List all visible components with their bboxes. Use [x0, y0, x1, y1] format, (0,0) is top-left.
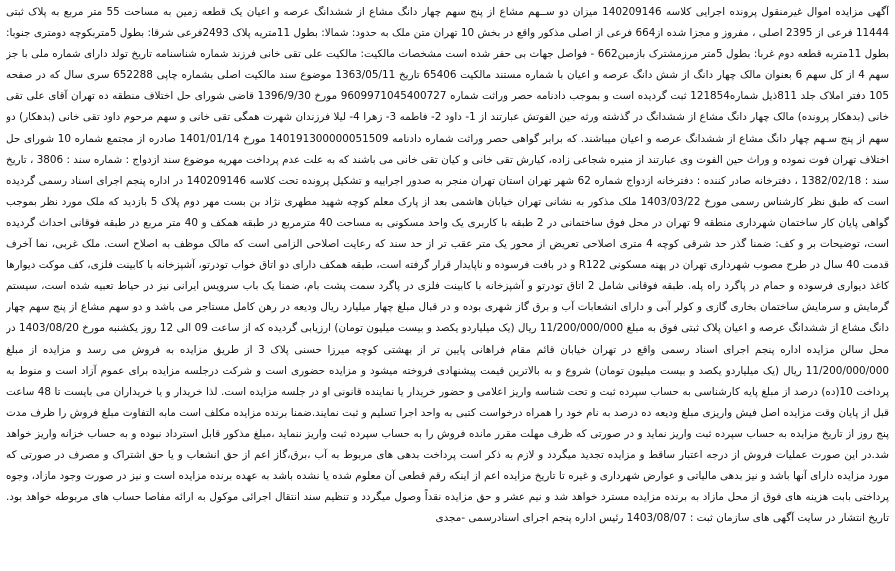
auction-notice-text: آگهی مزایده اموال غیرمنقول پرونده اجرایی کلاسه 140209146 میزان دو ســهم مشاع از پنج سهم چهار دانگ مشاع از ششدانگ عرصه و اعیان یک قطعه زمین به مساحت 55 متر مربع به پلاک ثبتی 11444 فرعی از 2395 اصلی ، مفروز و مجزا شده از664 فرعی از اصلی مذکور واقع در بخش 10 تهران متن ملک به حدود: شمالا: بطول 11متریه پلاک 2493فرعی شرقا: بطول 5متربکوچه دومتری جنوبا: بطول 11متربه قطعه دوم غربا: بطول 5متر مرزمشترک بازمین662 - فواصل جهات بی حفر شده است مشخصات مالکیت: مالکیت علی تقی خانی فرزند شماره شناسنامه تاریخ تولد دارای شماره ملی با جز سهم 4 از کل سهم 6 بعنوان مالک چهار دانگ از شش دانگ عرصه و اعیان با شماره مستند مالکیت 65406 تاریخ 1363/05/11 موضوع سند مالکیت اصلی بشماره چاپی 652288 سری سال که در صفحه 105 دفتر املاک جلد 811ذیل شماره121854 ثبت گردیده است و بموجب دادنامه حصر وراثت شماره 9609971045400727 مورخ 1396/9/30 قاضی شورای حل اختلاف منطقه ده تهران آقای علی تقی خانی (بدهکار پرونده) مالک چهار دانگ مشاع از ششدانگ در گذشته ورثه حین الفوتش عبارتند از 1- داود 2- فاطمه 3- زهرا 4- لیلا فرزندان شهرت همگی تقی خانی و سهم مرحوم داود تقی خانی (بدهکار) دو سهم از پنج سـهم چهار دانگ مشاع از ششدانگ عرصه و اعیان میباشند. که برابر گواهی حصر وراثت شماره دادنامه 140191300000051509 مورخ 1401/01/14 صادره از مجتمع شماره 10 شورای حل اختلاف تهران فوت نموده و وراث حین الفوت وی عبارتند از منیره شجاعی زاده، کیارش تقی خانی و کیان تقی خانی می باشند که به علت عدم پرداخت مهریه موضوع سند ازدواج : شماره سند : 3806 ، تاریخ سند : 1382/02/18 ، دفترخانه صادر کننده : دفترخانه ازدواج شماره 62 شهر تهران استان تهران منجر به صدور اجراییه و تشکیل پرونده تحت کلاسه 140209146 در اداره پنجم اجرای اسناد رسمی گردیده است که طبق نظر کارشناس رسمی مورخ 1403/03/22 ملک مذکور به نشانی تهران خیابان هاشمی بعد از پارک معلم کوچه شهید مطهری نژاد بن بست مهر دوم پلاک 5 بازدید که ملک مورد نظر بموجب گواهی پایان کار ساختمان شهرداری منطقه 9 تهران در محل فوق ساختمانی در 2 طبقه با کاربری یک واحد مسکونی به مساحت 40 مترمربع در طبقه همکف و 40 متر مربع در طبقه فوقانی احداث گردیده است، توضیحات بر و کف: ضمنا گذر حد شرقی کوچه 4 متری اصلاحی تعریض از محور یک متر عقب تر از حد سند که رعایت اصلاحی الزامی است که مالک موظف به اصلاح است. ملک غربی، نما آخرف قدمت 40 سال در طرح مصوب شهرداری تهران در پهنه مسکونی R122 و در بافت فرسوده و ناپایدار قرار گرفته است، طبقه همکف دارای دو اتاق خواب تودرتو، آشپزخانه با کابینت فلزی، کف موکت دیوارها کاغذ دیواری فرسوده و حمام در پاگرد راه پله. طبقه فوقانی شامل 2 اتاق تودرتو و آشپزخانه با کابینت فلزی در پاگرد سمت پشت بام، ضمنا یک باب سرویس ایرانی نیز در حیاط تعبیه شده است، سیستم گرمایش و سرمایش ساختمان بخاری گازی و کولر آبی و دارای انشعابات آب و برق گاز شهری بوده و در قبال مبلغ چهار میلیارد ریال ودیعه در رهن کامل مستاجر می باشد و دو سهم مشاع از پنج سهم چهار دانگ مشاع از ششدانگ عرصه و اعیان پلاک ثبتی فوق به مبلغ 11/200/000/000 ریال (یک میلیاردو یکصد و بیست میلیون تومان) ارزیابی گردیده که از ساعت 09 الی 12 روز یکشنبه مورخ 1403/08/20 در محل سالن مزایده اداره پنجم اجرای اسناد رسمی واقع در تهران خیابان قائم مقام فراهانی پایین تر از بهشتی کوچه میرزا حسنی پلاک 3 از طریق مزایده به فروش می رسد و مزایده از مبلغ 11/200/000/000 ریال (یک میلیاردو یکصد و بیست میلیون تومان) شروع و به بالاترین قیمت پیشنهادی فروخته میشود و مزایده حضوری است و شرکت درجلسه مزایده برای عموم آزاد است و منوط به پرداخت 10(ده) درصد از مبلغ پایه کارشناسی به حساب سپرده ثبت و تحت شناسه واریز اعلامی و حضور خریدار یا نماینده قانونی او در جلسه مزایده است. لذا خریدار و یا خریداران می بایست تا 48 ساعت قبل از پایان وقت مزایده اصل فیش واریزی مبلغ ودیعه ده درصد به نام خود را همراه درخواست کتبی به واحد اجرا تسلیم و ثبت نمایند.ضمنا برنده مزایده مکلف است مابه التفاوت مبلغ فروش را ظرف مدت پنج روز از تاریخ مزایده به حساب سپرده ثبت واریز نماید و در صورتی که ظرف مهلت مقرر مانده فروش را به حساب سپرده ثبت واریز ننماید ،مبلغ مذکور قابل استرداد نبوده و به حساب خزانه واریز خواهد شد.در این صورت عملیات فروش از درجه اعتبار ساقط و مزایده تجدید میگردد و لازم به ذکر است پرداخت بدهی های مربوط به آب ،برق،گاز اعم از حق انشعاب و یا حق اشتراک و مصرف در صورتی که مورد مزایده دارای آنها باشد و نیز بدهی مالیاتی و عوارض شهرداری و غیره تا تاریخ مزایده اعم از اینکه رقم قطعی آن معلوم شده یا نشده باشد به عهده برنده مزایده است و نیز در صورت وجود مازاد، وجوه پرداختی بابت هزینه های فوق از محل مازاد به برنده مزایده مسترد خواهد شد و نیم عشر و حق مزایده نقداً وصول میگردد و تنظیم سند انتقال اجرائی موکول به ارائه مفاصا حساب های مربوطه خواهد بود. تاریخ انتشار در سایت آگهی های سازمان ثبت : 1403/08/07 رئیس اداره پنجم اجرای اسنادرسمی -مجدی [6, 6, 889, 525]
